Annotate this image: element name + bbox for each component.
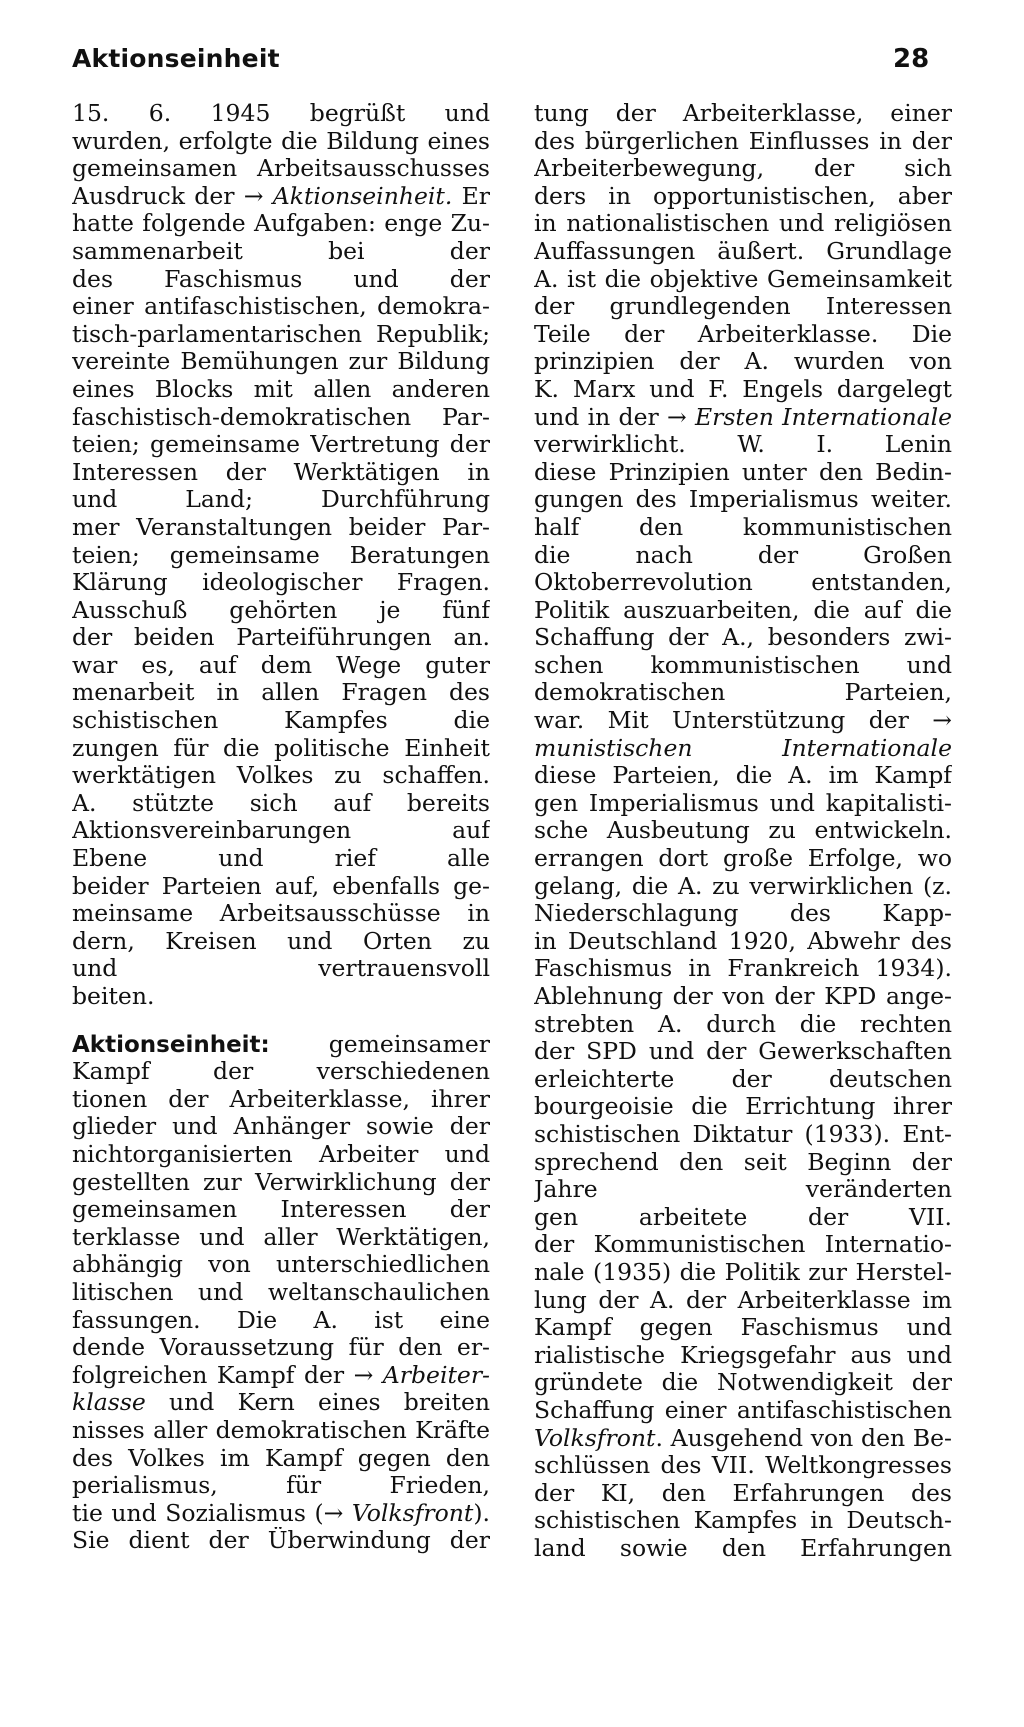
text-line: demokratischen Parteien, [534,679,952,707]
text-line: dende Voraussetzung für den er- [72,1334,490,1362]
text-line: Kampf gegen Faschismus und [534,1314,952,1342]
text-line: faschistisch-demokratischen Par- [72,403,490,431]
text-line: lung der A. der Arbeiterklasse im [534,1286,952,1314]
text-line: Sie dient der Überwindung der [72,1527,490,1555]
left-column [72,100,490,1555]
text-line: Oktoberrevolution entstanden, [534,569,952,597]
text-line: schistischen Kampfes in Deutsch- [534,1507,952,1535]
text-line: der beiden Parteiführungen an. [72,624,490,652]
text-line: Auffassungen äußert. Grundlage [534,237,952,265]
text-line: Politik auszuarbeiten, die auf die [534,596,952,624]
text-line: half den kommunistischen [534,513,952,541]
text-line: Teile der Arbeiterklasse. Die [534,320,952,348]
text-line: ders in opportunistischen, aber [534,182,952,210]
text-line: erleichterte der deutschen [534,1065,952,1093]
text-line: gelang, die A. zu verwirklichen (z. [534,872,952,900]
text-line: A. ist die objektive Gemeinsamkeit [534,265,952,293]
text-line: litischen und weltanschaulichen [72,1278,490,1306]
text-line: bourgeoisie die Errichtung ihrer [534,1093,952,1121]
text-line: tie und Sozialismus (→ Volksfront). [72,1499,490,1527]
text-line: gründete die Notwendigkeit der [534,1369,952,1397]
text-line: errangen dort große Erfolge, wo [534,845,952,873]
text-line: beider Parteien auf, ebenfalls ge- [72,872,490,900]
entry-body [72,1058,490,1555]
text-line: Interessen der Werktätigen in [72,458,490,486]
entry-headline [72,1031,490,1059]
text-line: beiten. [72,982,155,1010]
text-line: in nationalistischen und religiösen [534,210,952,238]
text-line: Niederschlagung des Kapp- [534,900,952,928]
text-line: sprechend den seit Beginn der [534,1148,952,1176]
text-line: hatte folgende Aufgaben: enge Zu- [72,210,490,238]
text-line: wurden, erfolgte die Bildung eines [72,127,490,155]
page-number: 28 [893,44,930,74]
text-line: gemeinsamen Interessen der [72,1196,490,1224]
text-line: tisch-parlamentarischen Republik; [72,320,490,348]
text-line: tung der Arbeiterklasse, einer [534,100,952,127]
text-line: des Faschismus und der [72,265,490,293]
paragraph-continuation [72,100,490,1011]
text-line: klasse und Kern eines breiten [72,1389,490,1417]
text-line: nale (1935) die Politik zur Herstel- [534,1258,952,1286]
text-line: eines Blocks mit allen anderen [72,375,490,403]
text-line: war es, auf dem Wege guter [72,651,490,679]
text-line: Kampf der verschiedenen [72,1058,490,1086]
text-line: prinzipien der A. wurden von [534,348,952,376]
text-line: dern, Kreisen und Orten zu [72,927,490,955]
text-line: strebten A. durch die rechten [534,1010,952,1038]
right-column [534,100,952,1562]
text-line: und vertrauensvoll [72,955,490,983]
text-line: in Deutschland 1920, Abwehr des [534,927,952,955]
text-line: perialismus, für Frieden, [72,1472,490,1500]
text-line: Faschismus in Frankreich 1934). [534,955,952,983]
text-line: diese Prinzipien unter den Bedin- [534,458,952,486]
text-line: vereinte Bemühungen zur Bildung [72,348,490,376]
text-line: Aktionsvereinbarungen auf [72,817,490,845]
text-line: schlüssen des VII. Weltkongresses [534,1452,952,1480]
text-line: der Kommunistischen Internatio- [534,1231,952,1259]
text-line: und in der → Ersten Internationale [534,403,952,431]
text-line: einer antifaschistischen, demokra- [72,293,490,321]
text-line: der SPD und der Gewerkschaften [534,1038,952,1066]
text-line: teien; gemeinsame Vertretung der [72,431,490,459]
text-line: des Volkes im Kampf gegen den [72,1444,490,1472]
text-line: gemeinsamen Arbeitsausschusses [72,155,490,183]
text-line: gen arbeitete der VII. [534,1203,952,1231]
entry-body-continued [534,100,952,1562]
text-line: Ebene und rief alle [72,845,490,873]
text-line: sammenarbeit bei der [72,237,490,265]
text-line: Ausschuß gehörten je fünf [72,596,490,624]
text-line: 15. 6. 1945 begrüßt und [72,100,490,127]
text-line: verwirklicht. W. I. Lenin [534,431,952,459]
text-line: schen kommunistischen und [534,651,952,679]
text-line: und Land; Durchführung [72,486,490,514]
entry-term: Aktionseinheit: [72,1031,270,1058]
text-line: folgreichen Kampf der → Arbeiter- [72,1361,490,1389]
text-line: land sowie den Erfahrungen [534,1534,952,1562]
text-line: der grundlegenden Interessen [534,293,952,321]
text-line: sche Ausbeutung zu entwickeln. [534,817,952,845]
text-line: werktätigen Volkes zu schaffen. [72,762,490,790]
text-line: Ablehnung der von der KPD ange- [534,983,952,1010]
text-line: war. Mit Unterstützung der → [534,707,952,735]
text-line: gen Imperialismus und kapitalisti- [534,789,952,817]
text-line: gestellten zur Verwirklichung der [72,1168,490,1196]
text-line: mer Veranstaltungen beider Par- [72,513,490,541]
text-line: die nach der Großen [534,541,952,569]
entry-definition-start: gemeinsamer [328,1030,490,1058]
text-line: Jahre veränderten [534,1176,952,1204]
text-line: tionen der Arbeiterklasse, ihrer [72,1085,490,1113]
text-line: des bürgerlichen Einflusses in der [534,127,952,155]
text-line: Arbeiterbewegung, der sich [534,155,952,183]
text-line: nichtorganisierten Arbeiter und [72,1140,490,1168]
text-line: gungen des Imperialismus weiter. [534,486,952,514]
text-line: munistischen Internationale [534,734,952,762]
text-line: meinsame Arbeitsausschüsse in [72,900,490,928]
text-line: Schaffung der A., besonders zwi- [534,624,952,652]
text-line: schistischen Kampfes die [72,707,490,735]
text-line: menarbeit in allen Fragen des [72,679,490,707]
text-line: diese Parteien, die A. im Kampf [534,762,952,790]
text-line: nisses aller demokratischen Kräfte [72,1416,490,1444]
text-line: zungen für die politische Einheit [72,734,490,762]
text-line: fassungen. Die A. ist eine [72,1306,490,1334]
text-line: K. Marx und F. Engels dargelegt [534,375,952,403]
text-line: Ausdruck der → Aktionseinheit. Er [72,182,490,210]
text-line: schistischen Diktatur (1933). Ent- [534,1120,952,1148]
text-line: teien; gemeinsame Beratungen [72,541,490,569]
text-line: Klärung ideologischer Fragen. [72,569,490,597]
text-line: der KI, den Erfahrungen des [534,1479,952,1507]
text-line: glieder und Anhänger sowie der [72,1113,490,1141]
text-line: A. stützte sich auf bereits [72,789,490,817]
running-head-title: Aktionseinheit [72,44,280,73]
text-line: rialistische Kriegsgefahr aus und [534,1341,952,1369]
text-line: Volksfront. Ausgehend von den Be- [534,1424,952,1452]
text-line: Schaffung einer antifaschistischen [534,1396,952,1424]
text-line: abhängig von unterschiedlichen [72,1251,490,1279]
text-line: terklasse und aller Werktätigen, [72,1223,490,1251]
